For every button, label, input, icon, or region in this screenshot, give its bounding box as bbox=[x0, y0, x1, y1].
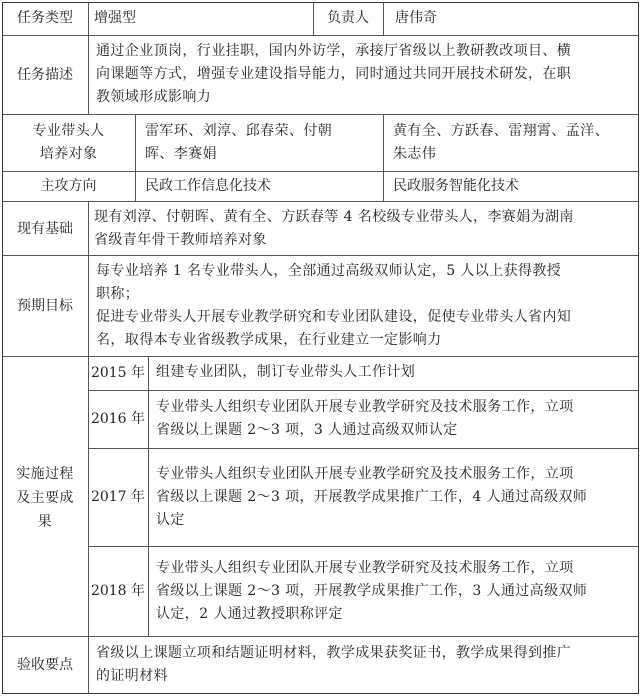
row-divider bbox=[2, 636, 638, 637]
acceptance-label: 验收要点 bbox=[17, 657, 73, 673]
trainees-line: 雷军环、刘淳、邱春荣、付朝 bbox=[145, 123, 333, 139]
basis-line: 省级青年骨干教师培养对象 bbox=[94, 232, 267, 248]
trainees-line: 黄有全、方跃春、雷翔霄、孟洋、 bbox=[393, 123, 609, 139]
year-2015: 2015 年 bbox=[90, 365, 146, 381]
column-divider bbox=[383, 2, 384, 36]
year-2017-line: 认定 bbox=[156, 512, 185, 528]
row-divider bbox=[2, 35, 638, 36]
row-divider bbox=[2, 255, 638, 256]
goals-line: 促进专业带头人开展专业教学研究和专业团队建设，促使专业带头人省内知 bbox=[96, 309, 572, 325]
row-divider bbox=[2, 201, 638, 202]
description-label: 任务描述 bbox=[17, 67, 73, 83]
basis-line: 现有刘淳、付朝晖、黄有全、方跃春等 4 名校级专业带头人，李赛娟为湖南 bbox=[94, 209, 574, 225]
goals-line: 名，取得本专业省级教学成果，在行业建立一定影响力 bbox=[96, 332, 442, 348]
trainees-line: 朱志伟 bbox=[393, 146, 437, 162]
process-label-line: 实施过程 bbox=[16, 466, 74, 482]
acceptance-line: 省级以上课题立项和结题证明材料，教学成果获奖证书，教学成果得到推广 bbox=[96, 645, 572, 661]
year-2018-line: 认定，2 人通过教授职称评定 bbox=[156, 606, 343, 622]
description-line: 教领域形成影响力 bbox=[96, 89, 212, 105]
table-left-border bbox=[2, 2, 3, 694]
goals-label: 预期目标 bbox=[17, 298, 73, 314]
year-2017-text bbox=[156, 463, 636, 532]
goals-line: 职称； bbox=[96, 286, 140, 302]
year-2018-text bbox=[156, 557, 636, 626]
trainees-label-line: 专业带头人 bbox=[32, 123, 105, 139]
year-2016-text bbox=[156, 396, 636, 442]
row-divider bbox=[2, 171, 638, 172]
task-type-label: 任务类型 bbox=[17, 10, 73, 26]
row-divider bbox=[88, 390, 638, 391]
process-label-line: 及主要成 bbox=[16, 490, 74, 506]
year-2017: 2017 年 bbox=[90, 489, 146, 505]
year-2017-line: 专业带头人组织专业团队开展专业教学研究及技术服务工作，立项 bbox=[156, 466, 574, 482]
goals-line: 每专业培养 1 名专业带头人，全部通过高级双师认定，5 人以上获得教授 bbox=[96, 263, 562, 279]
column-divider bbox=[88, 35, 89, 115]
year-2016: 2016 年 bbox=[90, 411, 146, 427]
trainees-group-1 bbox=[145, 120, 381, 166]
year-2017-line: 省级以上课题 2～3 项，开展教学成果推广工作，4 人通过高级双师 bbox=[156, 489, 588, 505]
year-2015-line: 组建专业团队，制订专业带头人工作计划 bbox=[156, 364, 416, 380]
trainees-label bbox=[2, 120, 135, 166]
table-bottom-border bbox=[2, 693, 638, 694]
task-type-value: 增强型 bbox=[94, 10, 136, 26]
column-divider bbox=[88, 636, 89, 694]
process-label-line: 果 bbox=[37, 514, 53, 530]
table-top-border bbox=[2, 2, 638, 3]
description-line: 通过企业顶岗，行业挂职，国内外访学，承接厅省级以上教研教改项目、横 bbox=[96, 43, 572, 59]
direction-value-2: 民政服务智能化技术 bbox=[393, 178, 519, 194]
description-text bbox=[96, 40, 634, 109]
year-2016-line: 专业带头人组织专业团队开展专业教学研究及技术服务工作，立项 bbox=[156, 399, 574, 415]
trainees-group-2 bbox=[393, 120, 636, 166]
description-line: 向课题等方式，增强专业建设指导能力，同时通过共同开展技术研发，在职 bbox=[96, 66, 572, 82]
acceptance-line: 的证明材料 bbox=[96, 668, 168, 684]
year-2016-line: 省级以上课题 2～3 项，3 人通过高级双师认定 bbox=[156, 422, 458, 438]
trainees-line: 晖、李赛娟 bbox=[145, 146, 217, 162]
trainees-label-line: 培养对象 bbox=[39, 146, 98, 162]
row-divider bbox=[88, 546, 638, 547]
column-divider bbox=[88, 2, 89, 36]
process-label bbox=[2, 462, 88, 534]
owner-label: 负责人 bbox=[327, 10, 369, 26]
row-divider bbox=[2, 356, 638, 357]
column-divider bbox=[148, 356, 149, 637]
owner-value: 唐伟奇 bbox=[395, 10, 437, 26]
year-2018-line: 专业带头人组织专业团队开展专业教学研究及技术服务工作，立项 bbox=[156, 560, 574, 576]
column-divider bbox=[383, 114, 384, 202]
year-2018: 2018 年 bbox=[90, 583, 146, 599]
direction-value-1: 民政工作信息化技术 bbox=[145, 178, 271, 194]
year-2018-line: 省级以上课题 2～3 项，开展教学成果推广工作，3 人通过高级双师 bbox=[156, 583, 588, 599]
basis-label: 现有基础 bbox=[17, 221, 73, 237]
direction-label: 主攻方向 bbox=[40, 178, 97, 194]
basis-text bbox=[94, 206, 636, 252]
goals-text bbox=[96, 260, 634, 352]
row-divider bbox=[2, 114, 638, 115]
row-divider bbox=[88, 448, 638, 449]
table-right-border bbox=[638, 2, 639, 694]
year-2015-text bbox=[156, 361, 636, 384]
column-divider bbox=[135, 114, 136, 202]
acceptance-text bbox=[96, 642, 634, 688]
